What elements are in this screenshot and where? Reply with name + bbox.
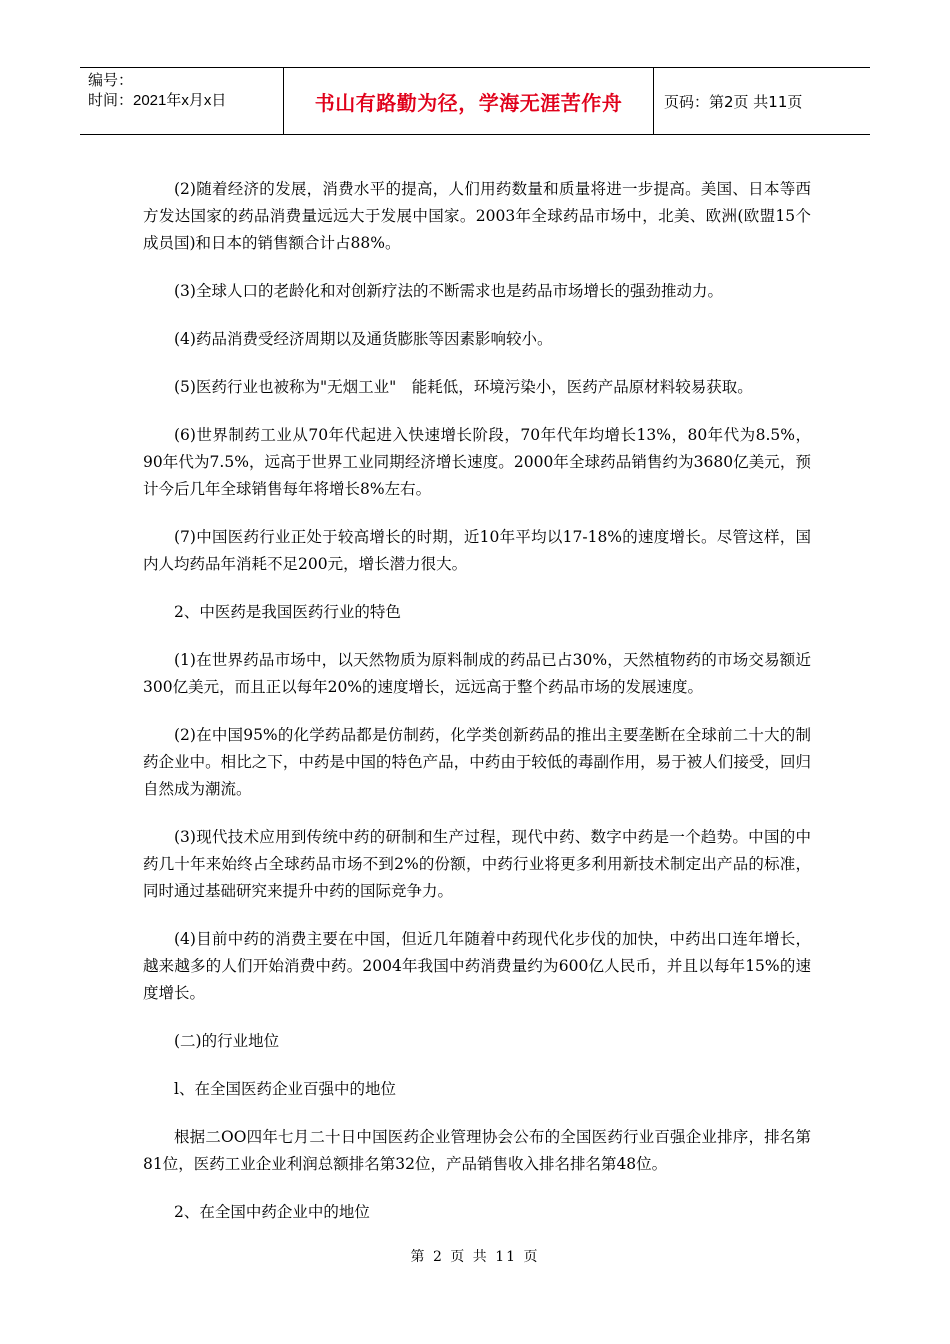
paragraph: (3)全球人口的老龄化和对创新疗法的不断需求也是药品市场增长的强劲推动力。 [174, 282, 723, 300]
section-heading: (二)的行业地位 [174, 1032, 280, 1050]
page-header [80, 67, 870, 135]
paragraph: (1)在世界药品市场中，以天然物质为原料制成的药品已占30%，天然植物药的市场交易额近300亿美元，而且正以每年20%的速度增长，远远高于整个药品市场的发展速度。 [143, 651, 811, 696]
section-heading: l、在全国医药企业百强中的地位 [174, 1080, 396, 1098]
paragraph: (2)在中国95%的化学药品都是仿制药，化学类创新药品的推出主要垄断在全球前二十大的制药企业中。相比之下，中药是中国的特色产品，中药由于较低的毒副作用，易于被人们接受，回归自然成为潮流。 [143, 726, 811, 798]
document-number-label: 编号： [88, 72, 134, 89]
paragraph: (6)世界制药工业从70年代起进入快速增长阶段，70年代年均增长13%，80年代为8.5%，90年代为7.5%，远高于世界工业同期经济增长速度。2000年全球药品销售约为3680亿美元，预计今后几年全球销售每年将增长8%左右。 [143, 426, 811, 498]
paragraph: (2)随着经济的发展，消费水平的提高，人们用药数量和质量将进一步提高。美国、日本等西方发达国家的药品消费量远远大于发展中国家。2003年全球药品市场中，北美、欧洲(欧盟15个成员国)和日本的销售额合计占88%。 [143, 180, 811, 252]
paragraph: (4)药品消费受经济周期以及通货膨胀等因素影响较小。 [174, 330, 553, 348]
paragraph: (5)医药行业也被称为"无烟工业" 能耗低，环境污染小，医药产品原材料较易获取。 [174, 378, 753, 396]
document-time-label: 时间：2021年x月x日 [88, 92, 227, 109]
section-heading: 2、中医药是我国医药行业的特色 [174, 603, 401, 621]
page-footer: 第 2 页 共 11 页 [410, 1249, 540, 1265]
header-page-info: 页码：第2页 共11页 [664, 92, 803, 111]
header-motto: 书山有路勤为径，学海无涯苦作舟 [284, 68, 654, 134]
paragraph: (7)中国医药行业正处于较高增长的时期，近10年平均以17-18%的速度增长。尽管这样，国内人均药品年消耗不足200元，增长潜力很大。 [143, 528, 811, 573]
paragraph: (4)目前中药的消费主要在中国，但近几年随着中药现代化步伐的加快，中药出口连年增长，越来越多的人们开始消费中药。2004年我国中药消费量约为600亿人民币，并且以每年15%的速度增长。 [143, 930, 811, 1002]
section-heading: 2、在全国中药企业中的地位 [174, 1203, 370, 1221]
header-meta [80, 68, 284, 134]
paragraph: (3)现代技术应用到传统中药的研制和生产过程，现代中药、数字中药是一个趋势。中国的中药几十年来始终占全球药品市场不到2%的份额，中药行业将更多利用新技术制定出产品的标准，同时通过基础研究来提升中药的国际竞争力。 [143, 828, 811, 900]
paragraph: 根据二OO四年七月二十日中国医药企业管理协会公布的全国医药行业百强企业排序，排名第81位，医药工业企业利润总额排名第32位，产品销售收入排名排名第48位。 [143, 1128, 811, 1173]
document-body [143, 176, 811, 1247]
